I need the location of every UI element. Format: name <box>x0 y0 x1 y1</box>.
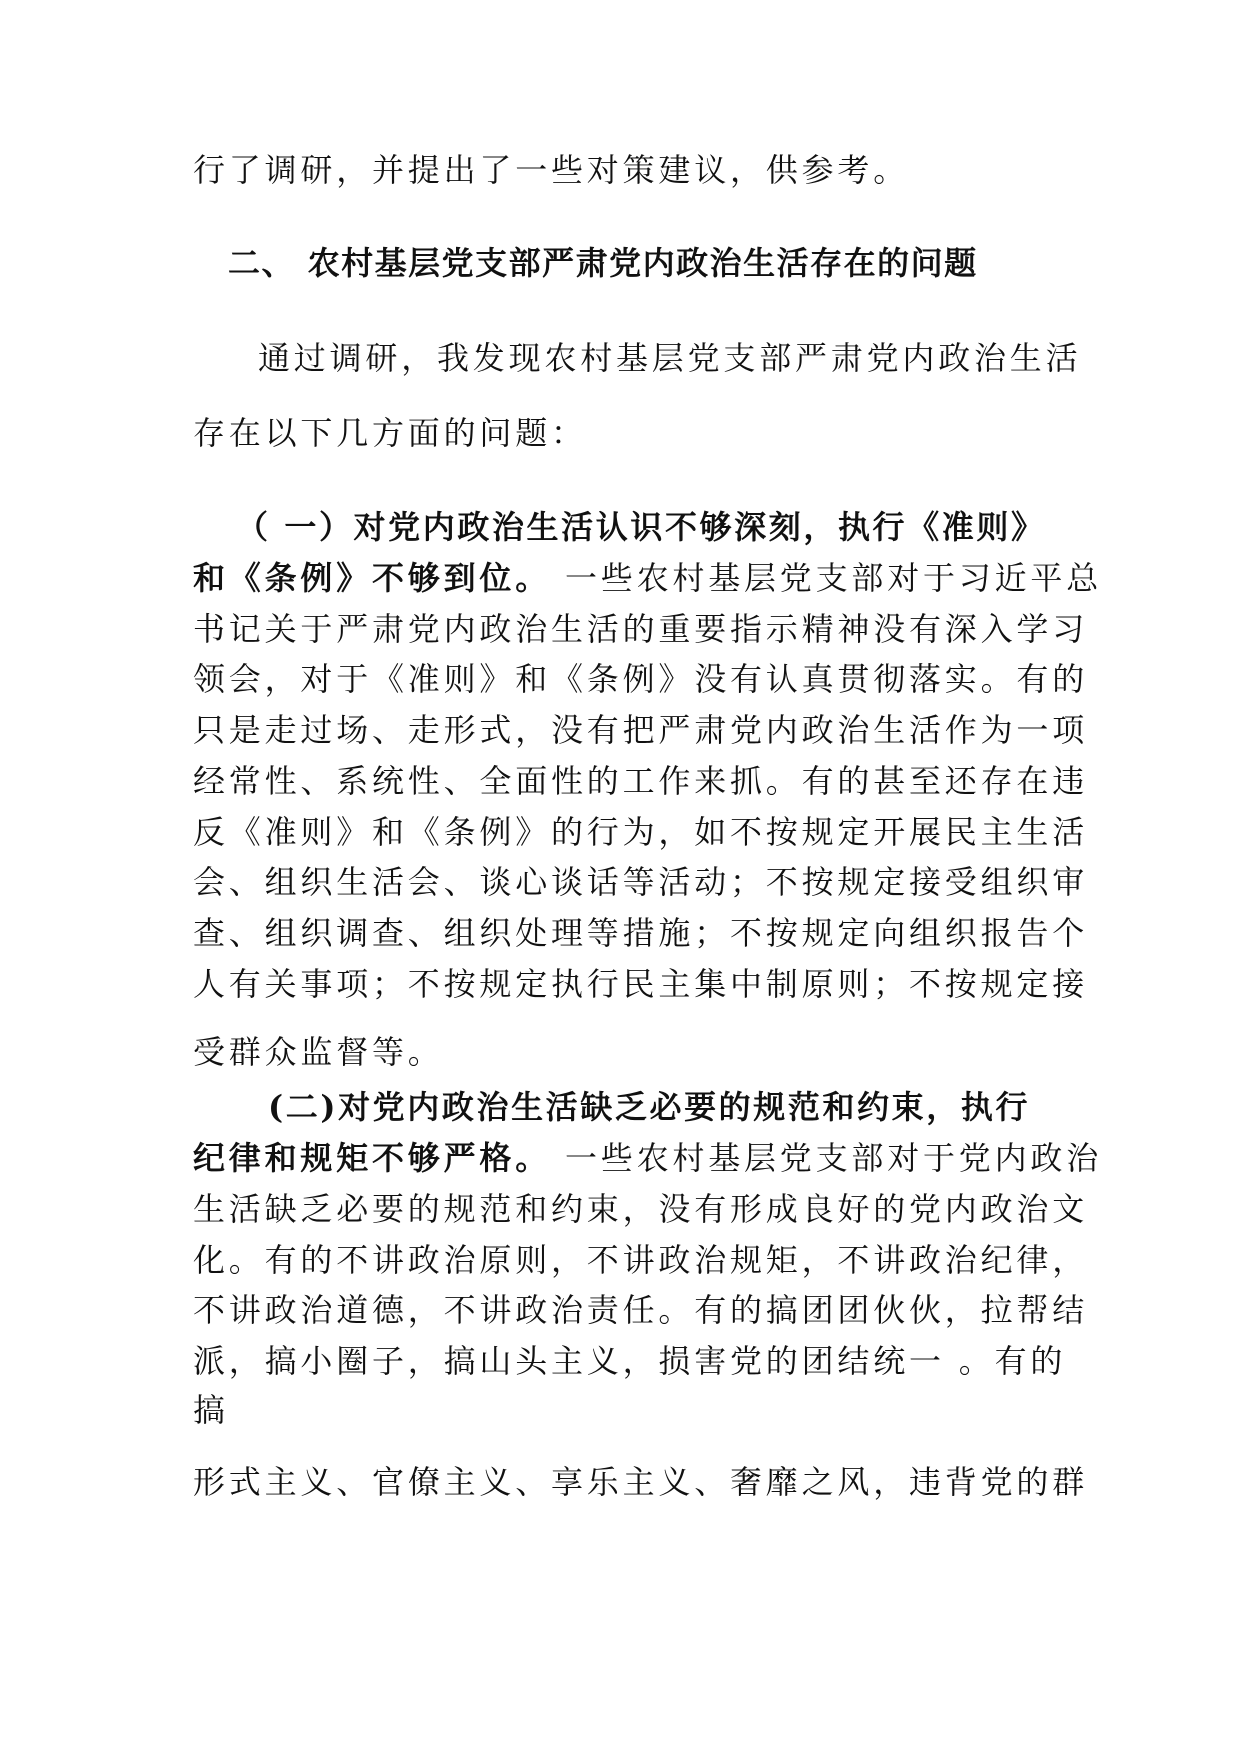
intro-tail-line: 行了调研，并提出了一些对策建议，供参考。 <box>193 151 910 189</box>
item2-line-5: 不讲政治道德，不讲政治责任。有的搞团团伙伙，拉帮结 <box>193 1291 1089 1329</box>
item1-line-10: 人有关事项；不按规定执行民主集中制原则；不按规定接 <box>193 965 1089 1003</box>
item1-line-2 <box>193 558 1102 598</box>
item2-orphan-char: 搞 <box>193 1391 229 1429</box>
item1-line-4: 领会，对于《准则》和《条例》没有认真贯彻落实。有的 <box>193 660 1089 698</box>
item1-line-2-text: 一些农村基层党支部对于习近平总 <box>551 559 1102 597</box>
item1-line-9: 查、组织调查、组织处理等措施；不按规定向组织报告个 <box>193 914 1089 952</box>
item1-title-line-1: （ 一）对党内政治生活认识不够深刻，执行《准则》 <box>236 508 1046 546</box>
item1-line-8: 会、组织生活会、谈心谈话等活动；不按规定接受组织审 <box>193 863 1089 901</box>
item2-title-line-1: (二)对党内政治生活缺乏必要的规范和约束，执行 <box>268 1088 1031 1126</box>
item2-line-2 <box>193 1138 1102 1178</box>
item1-last-line: 受群众监督等。 <box>193 1033 444 1071</box>
item2-line-4: 化。有的不讲政治原则，不讲政治规矩，不讲政治纪律， <box>193 1241 1089 1279</box>
item1-line-6: 经常性、系统性、全面性的工作来抓。有的甚至还存在违 <box>193 762 1089 800</box>
item2-line-3: 生活缺乏必要的规范和约束，没有形成良好的党内政治文 <box>193 1190 1089 1228</box>
item2-title-line-2: 纪律和规矩不够严格。 <box>193 1139 552 1177</box>
item1-line-5: 只是走过场、走形式，没有把严肃党内政治生活作为一项 <box>193 711 1089 749</box>
item2-line-6: 派，搞小圈子，搞山头主义，损害党的团结统一 。有的 <box>193 1342 1067 1380</box>
intro-para-line-1: 通过调研，我发现农村基层党支部严肃党内政治生活 <box>258 339 1082 377</box>
item1-line-3: 书记关于严肃党内政治生活的重要指示精神没有深入学习 <box>193 610 1089 648</box>
item2-line-2-text: 一些农村基层党支部对于党内政治 <box>551 1139 1102 1177</box>
item1-title-line-2: 和《条例》不够到位。 <box>193 559 552 597</box>
section-heading: 二、 农村基层党支部严肃党内政治生活存在的问题 <box>228 244 978 282</box>
item1-line-7: 反《准则》和《条例》的行为，如不按规定开展民主生活 <box>193 813 1089 851</box>
intro-para-line-2: 存在以下几方面的问题： <box>193 414 587 452</box>
item2-last-line: 形式主义、官僚主义、享乐主义、奢靡之风，违背党的群 <box>193 1463 1089 1501</box>
